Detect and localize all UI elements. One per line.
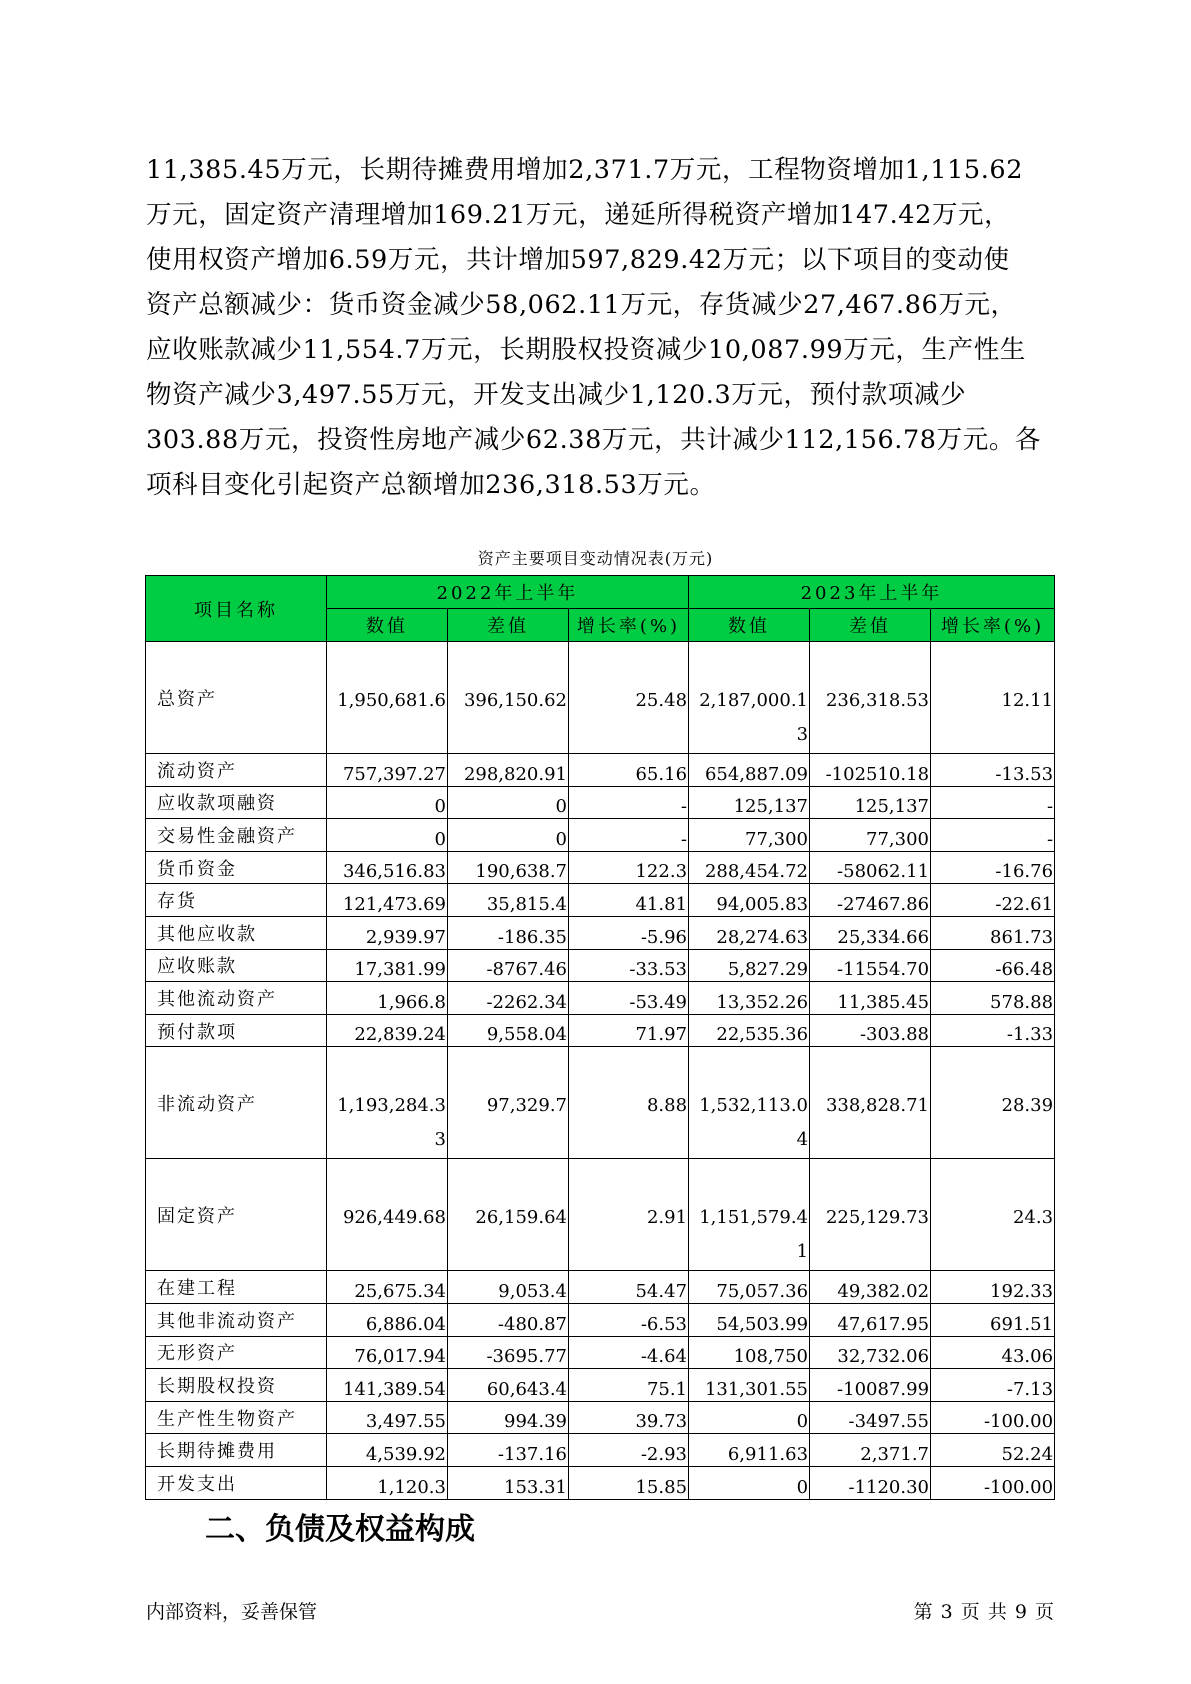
cell-value: 65.16 bbox=[635, 763, 688, 785]
growth-rate-2022-cell bbox=[569, 1047, 689, 1159]
cell-value: -66.48 bbox=[995, 959, 1054, 981]
value-2023-cell bbox=[689, 1014, 810, 1047]
growth-rate-2023-cell bbox=[931, 851, 1055, 884]
cell-value: 25,334.66 bbox=[837, 926, 930, 948]
value-2023-cell bbox=[689, 1369, 810, 1402]
difference-2022-cell bbox=[448, 916, 569, 949]
cell-value: -3497.55 bbox=[848, 1411, 930, 1433]
cell-value: 0 bbox=[796, 1411, 809, 1433]
value-2022-cell bbox=[327, 1434, 448, 1467]
cell-value: 76,017.94 bbox=[354, 1346, 446, 1368]
header-value: 数值 bbox=[327, 609, 448, 642]
value-2022-cell bbox=[327, 1336, 448, 1369]
value-2023-cell bbox=[689, 754, 810, 787]
cell-value: -7.13 bbox=[1006, 1378, 1054, 1400]
cell-value: 2,371.7 bbox=[860, 1443, 930, 1465]
table-row bbox=[146, 786, 1055, 819]
cell-value: 94,005.83 bbox=[716, 893, 809, 915]
cell-value: -1120.30 bbox=[848, 1476, 930, 1498]
row-item-name: 应收账款 bbox=[146, 949, 327, 982]
cell-value: 77,300 bbox=[866, 828, 930, 850]
difference-2023-cell bbox=[810, 786, 931, 819]
paragraph-line: 项科目变化引起资产总额增加236,318.53万元。 bbox=[146, 470, 716, 500]
difference-2022-cell bbox=[448, 851, 569, 884]
value-2022-cell bbox=[327, 884, 448, 917]
cell-value: 4,539.92 bbox=[365, 1443, 446, 1465]
growth-rate-2023-cell bbox=[931, 1303, 1055, 1336]
difference-2023-cell bbox=[810, 1369, 931, 1402]
cell-value: 43.06 bbox=[1001, 1346, 1054, 1368]
cell-value: 6,886.04 bbox=[365, 1313, 446, 1335]
value-2023-cell bbox=[689, 642, 810, 754]
cell-value: 22,839.24 bbox=[354, 1024, 446, 1046]
row-item-name: 固定资产 bbox=[146, 1159, 327, 1271]
cell-value: 1,966.8 bbox=[377, 991, 446, 1013]
difference-2023-cell bbox=[810, 1401, 931, 1434]
value-2022-cell bbox=[327, 1466, 448, 1499]
value-2022-cell bbox=[327, 786, 448, 819]
table-row bbox=[146, 851, 1055, 884]
growth-rate-2022-cell bbox=[569, 1014, 689, 1047]
value-2022-cell bbox=[327, 1159, 448, 1271]
cell-value: 125,137 bbox=[854, 796, 930, 818]
difference-2023-cell bbox=[810, 851, 931, 884]
cell-value: -480.87 bbox=[497, 1313, 567, 1335]
header-difference: 差值 bbox=[448, 609, 569, 642]
cell-value: 346,516.83 bbox=[342, 861, 446, 883]
value-2022-cell bbox=[327, 1369, 448, 1402]
cell-value: 28,274.63 bbox=[716, 926, 809, 948]
cell-value: -58062.11 bbox=[837, 861, 930, 883]
growth-rate-2023-cell bbox=[931, 916, 1055, 949]
cell-value: -8767.46 bbox=[486, 959, 567, 981]
difference-2022-cell bbox=[448, 982, 569, 1015]
cell-value: -2262.34 bbox=[486, 991, 567, 1013]
cell-value: 1,193,284.33 bbox=[337, 1095, 446, 1151]
difference-2022-cell bbox=[448, 1434, 569, 1467]
growth-rate-2022-cell bbox=[569, 1401, 689, 1434]
value-2022-cell bbox=[327, 1047, 448, 1159]
cell-value: -33.53 bbox=[629, 959, 688, 981]
cell-value: -22.61 bbox=[995, 893, 1054, 915]
cell-value: 141,389.54 bbox=[342, 1378, 446, 1400]
difference-2022-cell bbox=[448, 1014, 569, 1047]
cell-value: 11,385.45 bbox=[837, 991, 930, 1013]
growth-rate-2023-cell bbox=[931, 1047, 1055, 1159]
cell-value: 3,497.55 bbox=[365, 1411, 446, 1433]
growth-rate-2022-cell bbox=[569, 1466, 689, 1499]
difference-2023-cell bbox=[810, 916, 931, 949]
table-row bbox=[146, 1159, 1055, 1271]
body-paragraph bbox=[146, 148, 1046, 508]
difference-2022-cell bbox=[448, 1369, 569, 1402]
difference-2023-cell bbox=[810, 884, 931, 917]
cell-value: - bbox=[1046, 796, 1054, 818]
value-2023-cell bbox=[689, 1271, 810, 1304]
value-2023-cell bbox=[689, 1159, 810, 1271]
cell-value: -2.93 bbox=[640, 1443, 688, 1465]
value-2023-cell bbox=[689, 1401, 810, 1434]
cell-value: 757,397.27 bbox=[342, 763, 446, 785]
value-2023-cell bbox=[689, 949, 810, 982]
growth-rate-2023-cell bbox=[931, 754, 1055, 787]
cell-value: 691.51 bbox=[990, 1313, 1054, 1335]
value-2022-cell bbox=[327, 1303, 448, 1336]
cell-value: 41.81 bbox=[635, 893, 688, 915]
difference-2023-cell bbox=[810, 1434, 931, 1467]
header-period-2023: 2023年上半年 bbox=[689, 576, 1055, 609]
row-item-name: 流动资产 bbox=[146, 754, 327, 787]
difference-2023-cell bbox=[810, 1336, 931, 1369]
growth-rate-2022-cell bbox=[569, 851, 689, 884]
value-2022-cell bbox=[327, 754, 448, 787]
cell-value: 1,120.3 bbox=[377, 1476, 446, 1498]
difference-2023-cell bbox=[810, 1014, 931, 1047]
difference-2022-cell bbox=[448, 884, 569, 917]
row-item-name: 其他流动资产 bbox=[146, 982, 327, 1015]
cell-value: 122.3 bbox=[635, 861, 688, 883]
row-item-name: 预付款项 bbox=[146, 1014, 327, 1047]
cell-value: 225,129.73 bbox=[825, 1207, 930, 1229]
difference-2022-cell bbox=[448, 1401, 569, 1434]
row-item-name: 其他应收款 bbox=[146, 916, 327, 949]
growth-rate-2023-cell bbox=[931, 819, 1055, 852]
difference-2023-cell bbox=[810, 1159, 931, 1271]
difference-2023-cell bbox=[810, 754, 931, 787]
cell-value: -1.33 bbox=[1006, 1024, 1054, 1046]
cell-value: -4.64 bbox=[640, 1346, 688, 1368]
table-row bbox=[146, 949, 1055, 982]
growth-rate-2022-cell bbox=[569, 819, 689, 852]
cell-value: -303.88 bbox=[859, 1024, 930, 1046]
footer-page-number: 第 3 页 共 9 页 bbox=[913, 1601, 1054, 1623]
growth-rate-2023-cell bbox=[931, 1014, 1055, 1047]
cell-value: - bbox=[680, 828, 688, 850]
difference-2022-cell bbox=[448, 949, 569, 982]
cell-value: 25,675.34 bbox=[354, 1280, 446, 1302]
cell-value: -137.16 bbox=[497, 1443, 567, 1465]
value-2022-cell bbox=[327, 642, 448, 754]
cell-value: 22,535.36 bbox=[716, 1024, 809, 1046]
growth-rate-2023-cell bbox=[931, 982, 1055, 1015]
cell-value: 1,151,579.41 bbox=[699, 1207, 809, 1263]
cell-value: -27467.86 bbox=[837, 893, 930, 915]
difference-2023-cell bbox=[810, 982, 931, 1015]
growth-rate-2023-cell bbox=[931, 1401, 1055, 1434]
cell-value: 994.39 bbox=[504, 1411, 567, 1433]
cell-value: 75,057.36 bbox=[716, 1280, 809, 1302]
cell-value: 1,950,681.6 bbox=[337, 690, 446, 711]
cell-value: 9,053.4 bbox=[498, 1280, 567, 1302]
growth-rate-2023-cell bbox=[931, 1369, 1055, 1402]
cell-value: 2,939.97 bbox=[365, 926, 446, 948]
row-item-name: 交易性金融资产 bbox=[146, 819, 327, 852]
difference-2023-cell bbox=[810, 1466, 931, 1499]
cell-value: 578.88 bbox=[990, 991, 1054, 1013]
cell-value: 131,301.55 bbox=[704, 1378, 809, 1400]
value-2022-cell bbox=[327, 851, 448, 884]
cell-value: 71.97 bbox=[635, 1024, 688, 1046]
growth-rate-2022-cell bbox=[569, 1434, 689, 1467]
cell-value: 35,815.4 bbox=[486, 893, 567, 915]
row-item-name: 货币资金 bbox=[146, 851, 327, 884]
paragraph-line: 物资产减少3,497.55万元，开发支出减少1,120.3万元，预付款项减少 bbox=[146, 380, 967, 410]
value-2023-cell bbox=[689, 1047, 810, 1159]
value-2022-cell bbox=[327, 916, 448, 949]
cell-value: 926,449.68 bbox=[342, 1207, 446, 1229]
cell-value: -102510.18 bbox=[825, 763, 930, 785]
difference-2023-cell bbox=[810, 642, 931, 754]
cell-value: 125,137 bbox=[733, 796, 809, 818]
cell-value: 654,887.09 bbox=[704, 763, 809, 785]
difference-2022-cell bbox=[448, 819, 569, 852]
value-2023-cell bbox=[689, 1434, 810, 1467]
footer-confidential-note: 内部资料，妥善保管 bbox=[146, 1601, 318, 1623]
header-item-name: 项目名称 bbox=[146, 576, 327, 642]
paragraph-line: 11,385.45万元，长期待摊费用增加2,371.7万元，工程物资增加1,115.62 bbox=[146, 155, 1024, 185]
cell-value: -16.76 bbox=[995, 861, 1054, 883]
table-row bbox=[146, 754, 1055, 787]
cell-value: 9,558.04 bbox=[486, 1024, 567, 1046]
row-item-name: 开发支出 bbox=[146, 1466, 327, 1499]
growth-rate-2022-cell bbox=[569, 916, 689, 949]
cell-value: 0 bbox=[555, 796, 567, 818]
growth-rate-2022-cell bbox=[569, 786, 689, 819]
cell-value: -10087.99 bbox=[837, 1378, 930, 1400]
cell-value: -100.00 bbox=[983, 1411, 1054, 1433]
difference-2023-cell bbox=[810, 1271, 931, 1304]
value-2023-cell bbox=[689, 786, 810, 819]
growth-rate-2022-cell bbox=[569, 754, 689, 787]
growth-rate-2022-cell bbox=[569, 1336, 689, 1369]
growth-rate-2023-cell bbox=[931, 642, 1055, 754]
row-item-name: 在建工程 bbox=[146, 1271, 327, 1304]
cell-value: 236,318.53 bbox=[825, 690, 930, 711]
cell-value: -11554.70 bbox=[837, 959, 930, 981]
difference-2023-cell bbox=[810, 1047, 931, 1159]
growth-rate-2023-cell bbox=[931, 786, 1055, 819]
cell-value: -186.35 bbox=[497, 926, 567, 948]
row-item-name: 应收款项融资 bbox=[146, 786, 327, 819]
cell-value: 28.39 bbox=[1001, 1095, 1054, 1117]
growth-rate-2022-cell bbox=[569, 1303, 689, 1336]
cell-value: 298,820.91 bbox=[463, 763, 567, 785]
table-row bbox=[146, 916, 1055, 949]
paragraph-line: 万元，固定资产清理增加169.21万元，递延所得税资产增加147.42万元， bbox=[146, 200, 1011, 230]
asset-change-table bbox=[145, 575, 1055, 1500]
value-2023-cell bbox=[689, 851, 810, 884]
difference-2022-cell bbox=[448, 754, 569, 787]
value-2022-cell bbox=[327, 1014, 448, 1047]
cell-value: 1,532,113.04 bbox=[699, 1095, 809, 1151]
difference-2022-cell bbox=[448, 1271, 569, 1304]
paragraph-line: 应收账款减少11,554.7万元，长期股权投资减少10,087.99万元，生产性生 bbox=[146, 335, 1026, 365]
cell-value: 39.73 bbox=[635, 1411, 688, 1433]
value-2023-cell bbox=[689, 1303, 810, 1336]
value-2023-cell bbox=[689, 884, 810, 917]
cell-value: 121,473.69 bbox=[342, 893, 446, 915]
value-2023-cell bbox=[689, 916, 810, 949]
table-row bbox=[146, 1271, 1055, 1304]
growth-rate-2023-cell bbox=[931, 1336, 1055, 1369]
cell-value: 26,159.64 bbox=[475, 1207, 567, 1229]
table-row bbox=[146, 1369, 1055, 1402]
growth-rate-2022-cell bbox=[569, 1369, 689, 1402]
cell-value: 0 bbox=[555, 828, 567, 850]
cell-value: 47,617.95 bbox=[837, 1313, 930, 1335]
cell-value: 2.91 bbox=[646, 1207, 688, 1229]
difference-2023-cell bbox=[810, 1303, 931, 1336]
difference-2022-cell bbox=[448, 1047, 569, 1159]
table-row bbox=[146, 819, 1055, 852]
cell-value: - bbox=[1046, 828, 1054, 850]
row-item-name: 长期待摊费用 bbox=[146, 1434, 327, 1467]
cell-value: 190,638.7 bbox=[475, 861, 567, 883]
paragraph-line: 使用权资产增加6.59万元，共计增加597,829.42万元；以下项目的变动使 bbox=[146, 245, 1010, 275]
cell-value: 2,187,000.13 bbox=[699, 690, 809, 745]
table-caption: 资产主要项目变动情况表(万元) bbox=[477, 549, 714, 568]
cell-value: 52.24 bbox=[1001, 1443, 1054, 1465]
value-2022-cell bbox=[327, 1401, 448, 1434]
table-row bbox=[146, 1401, 1055, 1434]
row-item-name: 存货 bbox=[146, 884, 327, 917]
cell-value: 0 bbox=[434, 828, 446, 850]
difference-2023-cell bbox=[810, 949, 931, 982]
difference-2023-cell bbox=[810, 819, 931, 852]
row-item-name: 其他非流动资产 bbox=[146, 1303, 327, 1336]
cell-value: -13.53 bbox=[995, 763, 1054, 785]
row-item-name: 生产性生物资产 bbox=[146, 1401, 327, 1434]
cell-value: 54.47 bbox=[635, 1280, 688, 1302]
difference-2022-cell bbox=[448, 1466, 569, 1499]
cell-value: 153.31 bbox=[504, 1476, 567, 1498]
growth-rate-2023-cell bbox=[931, 884, 1055, 917]
cell-value: 5,827.29 bbox=[727, 959, 809, 981]
cell-value: 13,352.26 bbox=[716, 991, 809, 1013]
row-item-name: 非流动资产 bbox=[146, 1047, 327, 1159]
cell-value: 338,828.71 bbox=[825, 1095, 930, 1117]
cell-value: 17,381.99 bbox=[354, 959, 446, 981]
table-row bbox=[146, 1434, 1055, 1467]
growth-rate-2022-cell bbox=[569, 982, 689, 1015]
growth-rate-2023-cell bbox=[931, 1466, 1055, 1499]
row-item-name: 总资产 bbox=[146, 642, 327, 754]
cell-value: -6.53 bbox=[640, 1313, 688, 1335]
header-growth-rate: 增长率(%) bbox=[569, 609, 689, 642]
row-item-name: 无形资产 bbox=[146, 1336, 327, 1369]
growth-rate-2022-cell bbox=[569, 1271, 689, 1304]
paragraph-line: 303.88万元，投资性房地产减少62.38万元，共计减少112,156.78万元。各 bbox=[146, 425, 1042, 455]
value-2022-cell bbox=[327, 982, 448, 1015]
table-row bbox=[146, 1047, 1055, 1159]
cell-value: -53.49 bbox=[629, 991, 688, 1013]
growth-rate-2023-cell bbox=[931, 1159, 1055, 1271]
cell-value: 24.3 bbox=[1012, 1207, 1054, 1229]
growth-rate-2023-cell bbox=[931, 1271, 1055, 1304]
cell-value: 25.48 bbox=[635, 690, 688, 711]
paragraph-line: 资产总额减少：货币资金减少58,062.11万元，存货减少27,467.86万元， bbox=[146, 290, 1017, 320]
difference-2022-cell bbox=[448, 1336, 569, 1369]
header-value: 数值 bbox=[689, 609, 810, 642]
cell-value: 288,454.72 bbox=[704, 861, 809, 883]
cell-value: 861.73 bbox=[990, 926, 1054, 948]
table-row bbox=[146, 1466, 1055, 1499]
table-row bbox=[146, 642, 1055, 754]
value-2023-cell bbox=[689, 1336, 810, 1369]
cell-value: 12.11 bbox=[1001, 690, 1054, 711]
value-2023-cell bbox=[689, 982, 810, 1015]
table-row bbox=[146, 1014, 1055, 1047]
difference-2022-cell bbox=[448, 1303, 569, 1336]
header-difference: 差值 bbox=[810, 609, 931, 642]
cell-value: 0 bbox=[434, 796, 446, 818]
row-item-name: 长期股权投资 bbox=[146, 1369, 327, 1402]
difference-2022-cell bbox=[448, 1159, 569, 1271]
cell-value: 49,382.02 bbox=[837, 1280, 930, 1302]
cell-value: 6,911.63 bbox=[727, 1443, 809, 1465]
cell-value: 8.88 bbox=[646, 1095, 688, 1117]
value-2023-cell bbox=[689, 819, 810, 852]
table-row bbox=[146, 1336, 1055, 1369]
cell-value: 32,732.06 bbox=[837, 1346, 930, 1368]
value-2023-cell bbox=[689, 1466, 810, 1499]
table-row bbox=[146, 884, 1055, 917]
value-2022-cell bbox=[327, 949, 448, 982]
cell-value: 60,643.4 bbox=[486, 1378, 567, 1400]
cell-value: 192.33 bbox=[990, 1280, 1054, 1302]
growth-rate-2022-cell bbox=[569, 884, 689, 917]
growth-rate-2023-cell bbox=[931, 949, 1055, 982]
growth-rate-2023-cell bbox=[931, 1434, 1055, 1467]
section-heading: 二、负债及权益构成 bbox=[205, 1512, 475, 1547]
header-growth-rate: 增长率(%) bbox=[931, 609, 1055, 642]
growth-rate-2022-cell bbox=[569, 642, 689, 754]
growth-rate-2022-cell bbox=[569, 1159, 689, 1271]
growth-rate-2022-cell bbox=[569, 949, 689, 982]
cell-value: 108,750 bbox=[733, 1346, 809, 1368]
difference-2022-cell bbox=[448, 786, 569, 819]
cell-value: - bbox=[680, 796, 688, 818]
cell-value: 0 bbox=[796, 1476, 809, 1498]
cell-value: 396,150.62 bbox=[463, 690, 567, 711]
cell-value: 75.1 bbox=[646, 1378, 688, 1400]
cell-value: 54,503.99 bbox=[716, 1313, 809, 1335]
difference-2022-cell bbox=[448, 642, 569, 754]
cell-value: 15.85 bbox=[635, 1476, 688, 1498]
cell-value: -3695.77 bbox=[486, 1346, 567, 1368]
cell-value: 97,329.7 bbox=[486, 1095, 567, 1117]
table-row bbox=[146, 982, 1055, 1015]
table-row bbox=[146, 1303, 1055, 1336]
header-period-2022: 2022年上半年 bbox=[327, 576, 689, 609]
value-2022-cell bbox=[327, 1271, 448, 1304]
cell-value: 77,300 bbox=[745, 828, 809, 850]
cell-value: -100.00 bbox=[983, 1476, 1054, 1498]
cell-value: -5.96 bbox=[640, 926, 688, 948]
value-2022-cell bbox=[327, 819, 448, 852]
